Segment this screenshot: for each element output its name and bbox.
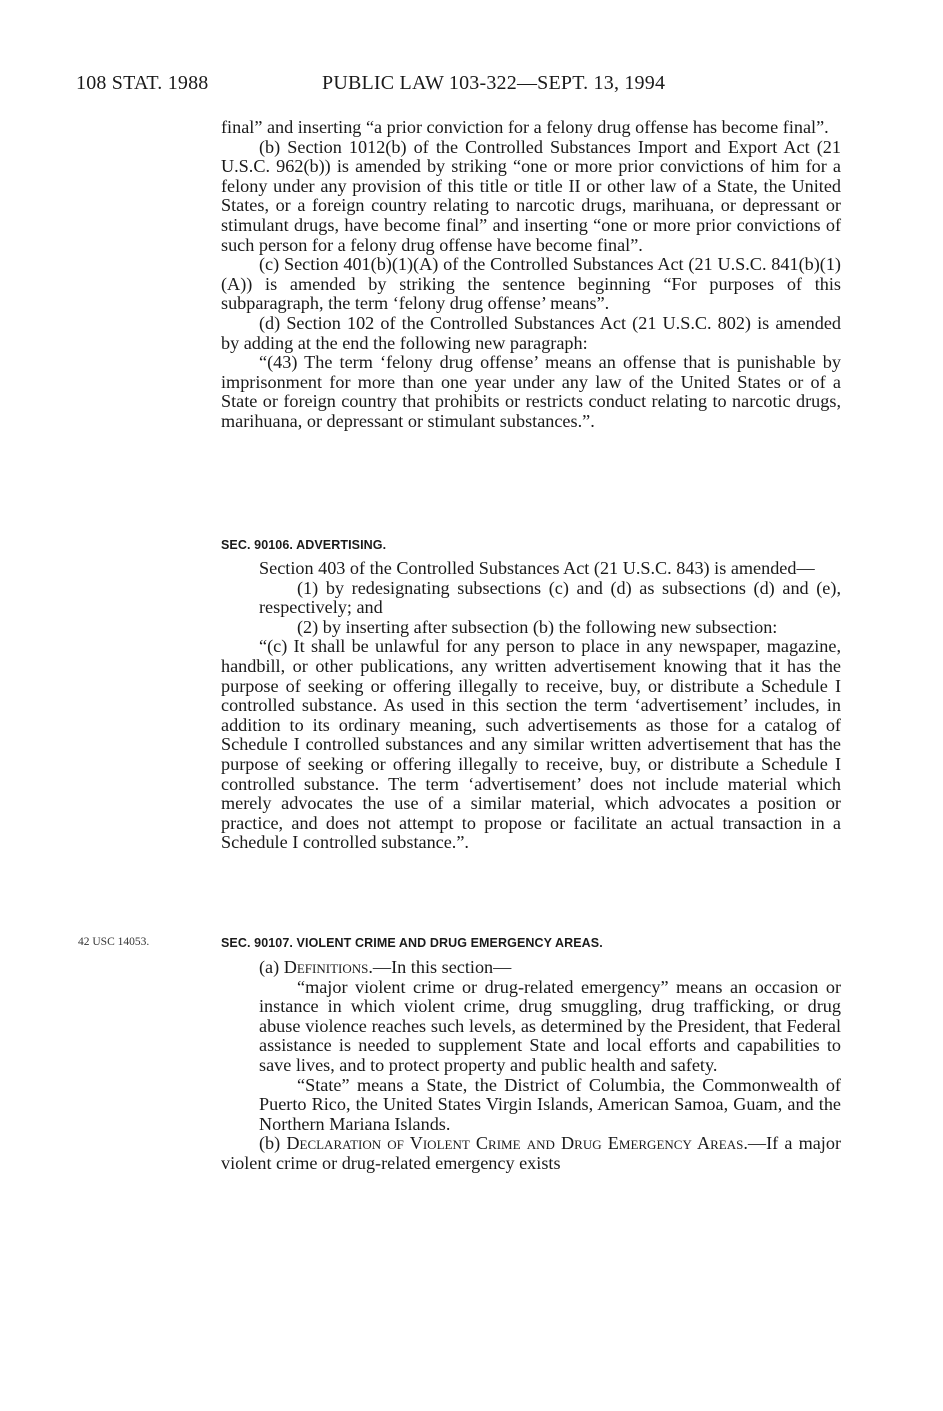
public-law-title: PUBLIC LAW 103-322—SEPT. 13, 1994 <box>322 72 666 94</box>
statute-page-number: 108 STAT. 1988 <box>76 72 209 94</box>
definition-state: “State” means a State, the District of Columbia, the Commonwealth of Puerto Rico, the United States Virgin Islands, American Samoa, Guam, and the Northern Mariana Islands. <box>259 1074 841 1134</box>
subsection-a-caption: Definitions <box>283 957 369 977</box>
usc-margin-note: 42 USC 14053. <box>78 936 150 948</box>
section-90106-item-2: (2) by inserting after subsection (b) the following new subsection: <box>297 616 778 637</box>
section-90106-heading: SEC. 90106. ADVERTISING. <box>221 538 387 552</box>
subsection-b <box>221 1134 841 1173</box>
paragraph-b: (b) Section 1012(b) of the Controlled Substances Import and Export Act (21 U.S.C. 962(b)) is amended by striking “one or more prior convictions of him for a felony under any provision of this title or title II or other law of a State, the United States, or a foreign country relating to narcotic drugs, marihuana, or depressant or stimulant drugs, have become final” and inserting “one or more prior convictions of such person for a felony drug offense have become final”. <box>221 136 841 255</box>
paragraph-43-definition: “(43) The term ‘felony drug offense’ means an offense that is punishable by imprisonment for more than one year under any law of the United States or of a State or foreign country that prohibits or restricts conduct relating to narcotic drugs, marihuana, or depressant or stimulant substances.”. <box>221 352 841 431</box>
subsection-a-rest: .—In this section— <box>368 957 512 977</box>
subsection-a-heading <box>221 958 841 978</box>
section-90107 <box>221 934 841 954</box>
section-90107-body <box>221 958 841 1174</box>
page-header <box>76 68 846 98</box>
section-90106-intro: Section 403 of the Controlled Substances Act (21 U.S.C. 843) is amended— <box>259 558 815 578</box>
subsection-a-label: (a) <box>259 957 284 977</box>
subsection-b-caption: Declaration of Violent Crime and Drug Emergency Areas <box>286 1133 744 1154</box>
paragraph-continuation: final” and inserting “a prior conviction for a felony drug offense has become final”. <box>221 117 829 137</box>
paragraph-d: (d) Section 102 of the Controlled Substances Act (21 U.S.C. 802) is amended by adding at the end the following new paragraph: <box>221 312 841 353</box>
paragraph-c: (c) Section 401(b)(1)(A) of the Controlled Substances Act (21 U.S.C. 841(b)(1)(A)) is amended by striking the sentence beginning “For purposes of this subparagraph, the term ‘felony drug offense’ means”. <box>221 254 841 314</box>
section-90106-quoted-subsection: “(c) It shall be unlawful for any person to place in any newspaper, magazine, handbill, or other publications, any written advertisement knowing that it has the purpose of seeking or offering illegally to receive, buy, or distribute a Schedule I controlled substance. As used in this section the term ‘advertisement’ includes, in addition to its ordinary meaning, such advertisements as those for a catalog of Schedule I controlled substances and any similar written advertisement that has the purpose of seeking or offering illegally to receive, buy, or distribute a Schedule I controlled substance. The term ‘advertisement’ does not include material which merely advocates the use of a similar material, which advocates a position or practice, and does not attempt to propose or facilitate an actual transaction in a Schedule I controlled substance.”. <box>221 636 841 853</box>
section-90106 <box>221 536 841 556</box>
section-90106-item-1: (1) by redesignating subsections (c) and (d) as subsections (d) and (e), respectively; and <box>259 577 841 618</box>
subsection-b-rest: .—If a major violent crime or drug-related emergency exists <box>221 1133 842 1173</box>
amendment-block <box>221 118 841 432</box>
section-90107-heading: SEC. 90107. VIOLENT CRIME AND DRUG EMERGENCY AREAS. <box>221 936 603 950</box>
section-90106-body <box>221 559 841 853</box>
definition-major-emergency: “major violent crime or drug-related emergency” means an occasion or instance in which violent crime, drug smuggling, drug trafficking, or drug abuse violence reaches such levels, as determined by the President, that Federal assistance is needed to supplement State and local efforts and capabilities to save lives, and to protect property and public health and safety. <box>259 976 841 1075</box>
subsection-b-label: (b) <box>259 1133 287 1154</box>
